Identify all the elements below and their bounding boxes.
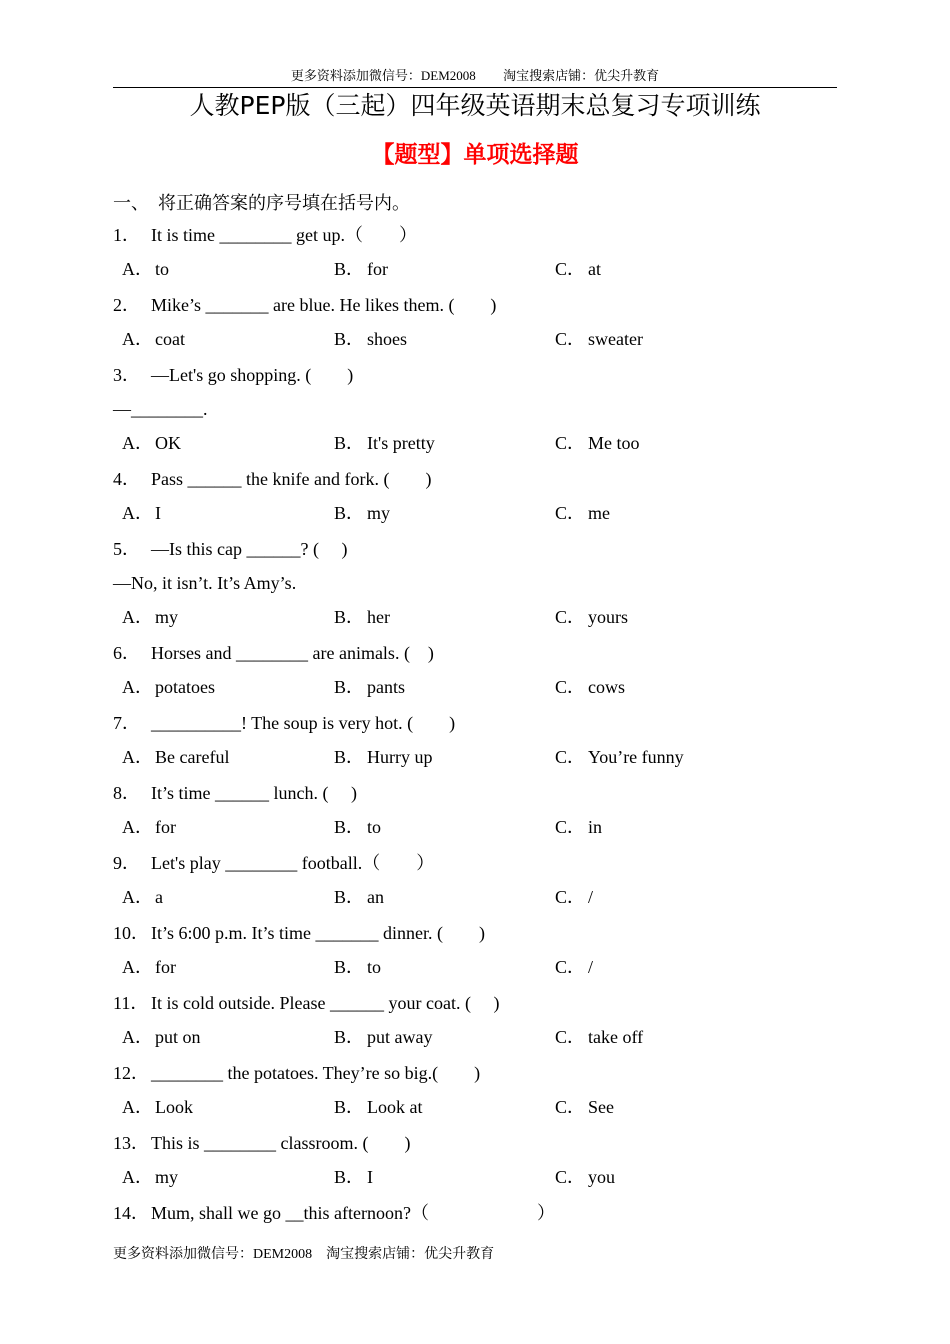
question-12-option-b xyxy=(334,1094,423,1120)
question-4 xyxy=(113,466,431,492)
question-6-option-a xyxy=(122,674,215,700)
option-letter: B． xyxy=(334,259,365,279)
option-letter: B． xyxy=(334,1027,365,1047)
question-8-option-a xyxy=(122,814,176,840)
question-4-option-b xyxy=(334,500,390,526)
option-text: Look xyxy=(155,1097,193,1117)
option-text: her xyxy=(367,607,390,627)
question-7-option-c xyxy=(555,744,684,770)
option-letter: C． xyxy=(555,747,586,767)
option-letter: C． xyxy=(555,1097,586,1117)
question-3-option-b xyxy=(334,430,435,456)
question-11-option-b xyxy=(334,1024,432,1050)
question-text: __________! The soup is very hot. ( ) xyxy=(151,713,456,733)
question-text: Mum, shall we go __this afternoon?（ ） xyxy=(151,1203,555,1223)
document-subtitle: 【题型】单项选择题 xyxy=(371,142,579,168)
option-letter: A． xyxy=(122,677,153,697)
question-5-option-c xyxy=(555,604,628,630)
page-header xyxy=(113,66,837,88)
option-letter: B． xyxy=(334,887,365,907)
question-12-option-c xyxy=(555,1094,614,1120)
option-letter: B． xyxy=(334,677,365,697)
option-text: put on xyxy=(155,1027,201,1047)
page-footer xyxy=(113,1244,508,1266)
option-letter: B． xyxy=(334,1167,365,1187)
option-letter: C． xyxy=(555,259,586,279)
question-text: It’s time ______ lunch. ( ) xyxy=(151,783,357,803)
option-letter: B． xyxy=(334,503,365,523)
option-letter: A． xyxy=(122,1027,153,1047)
section-heading: 一、 将正确答案的序号填在括号内。 xyxy=(113,193,410,213)
question-9-option-c xyxy=(555,884,593,910)
question-11-option-c xyxy=(555,1024,643,1050)
document-title: 人教PEP版（三起）四年级英语期末总复习专项训练 xyxy=(189,91,761,120)
option-text: / xyxy=(588,887,594,907)
question-10-option-b xyxy=(334,954,381,980)
question-12-option-a xyxy=(122,1094,193,1120)
option-text: coat xyxy=(155,329,185,349)
question-8 xyxy=(113,780,357,806)
question-8-option-b xyxy=(334,814,381,840)
option-text: shoes xyxy=(367,329,407,349)
question-8-option-c xyxy=(555,814,602,840)
option-letter: A． xyxy=(122,329,153,349)
option-letter: C． xyxy=(555,607,586,627)
question-11 xyxy=(113,990,499,1016)
question-9-option-a xyxy=(122,884,163,910)
question-number: 4． xyxy=(113,469,140,489)
option-letter: B． xyxy=(334,817,365,837)
option-text: my xyxy=(155,607,179,627)
option-letter: B． xyxy=(334,957,365,977)
question-text: —Let's go shopping. ( ) xyxy=(151,365,354,385)
option-text: in xyxy=(588,817,603,837)
option-letter: A． xyxy=(122,1167,153,1187)
question-6-option-b xyxy=(334,674,405,700)
option-text: You’re funny xyxy=(588,747,684,767)
option-text: I xyxy=(367,1167,373,1187)
option-text: for xyxy=(155,817,176,837)
question-7-option-a xyxy=(122,744,229,770)
question-number: 1． xyxy=(113,225,140,245)
question-number: 3． xyxy=(113,365,140,385)
question-number: 12． xyxy=(113,1063,149,1083)
option-text: It's pretty xyxy=(367,433,435,453)
question-2-option-b xyxy=(334,326,407,352)
option-letter: C． xyxy=(555,433,586,453)
option-text: pants xyxy=(367,677,405,697)
question-13 xyxy=(113,1130,410,1156)
question-10-option-c xyxy=(555,954,593,980)
option-letter: B． xyxy=(334,607,365,627)
option-letter: A． xyxy=(122,259,153,279)
question-text: It is time ________ get up.（ ） xyxy=(151,225,417,245)
question-7-option-b xyxy=(334,744,433,770)
option-text: Hurry up xyxy=(367,747,433,767)
question-2-option-a xyxy=(122,326,185,352)
question-number: 13． xyxy=(113,1133,149,1153)
option-letter: A． xyxy=(122,1097,153,1117)
question-3-option-a xyxy=(122,430,181,456)
question-number: 9． xyxy=(113,853,140,873)
option-text: OK xyxy=(155,433,181,453)
question-number: 11． xyxy=(113,993,149,1013)
option-text: you xyxy=(588,1167,615,1187)
question-10-option-a xyxy=(122,954,176,980)
question-2-option-c xyxy=(555,326,643,352)
option-letter: B． xyxy=(334,747,365,767)
header-wechat: 更多资料添加微信号：DEM2008 xyxy=(290,68,476,83)
option-text: my xyxy=(367,503,391,523)
question-12 xyxy=(113,1060,480,1086)
question-number: 2． xyxy=(113,295,140,315)
question-9-option-b xyxy=(334,884,384,910)
question-4-option-a xyxy=(122,500,161,526)
option-letter: C． xyxy=(555,957,586,977)
option-text: to xyxy=(155,259,170,279)
option-letter: C． xyxy=(555,329,586,349)
footer-wechat: 更多资料添加微信号：DEM2008 xyxy=(113,1247,313,1262)
option-text: to xyxy=(367,957,382,977)
option-text: I xyxy=(155,503,161,523)
option-letter: A． xyxy=(122,433,153,453)
option-text: Be careful xyxy=(155,747,230,767)
option-letter: C． xyxy=(555,1027,586,1047)
option-text: to xyxy=(367,817,382,837)
header-shop: 淘宝搜索店铺：优尖升教育 xyxy=(503,68,660,83)
question-7 xyxy=(113,710,455,736)
option-letter: B． xyxy=(334,433,365,453)
question-1 xyxy=(113,222,417,248)
option-text: me xyxy=(588,503,610,523)
question-number: 6． xyxy=(113,643,140,663)
option-text: a xyxy=(155,887,163,907)
question-text: Pass ______ the knife and fork. ( ) xyxy=(151,469,432,489)
question-6 xyxy=(113,640,434,666)
option-letter: A． xyxy=(122,817,153,837)
question-text: It’s 6:00 p.m. It’s time _______ dinner. ( ) xyxy=(151,923,485,943)
question-13-option-c xyxy=(555,1164,615,1190)
option-text: at xyxy=(588,259,601,279)
question-3-option-c xyxy=(555,430,640,456)
question-14 xyxy=(113,1200,555,1226)
question-text: It is cold outside. Please ______ your coat. ( ) xyxy=(151,993,500,1013)
option-letter: C． xyxy=(555,887,586,907)
question-5 xyxy=(113,536,347,562)
question-5-option-a xyxy=(122,604,178,630)
option-text: cows xyxy=(588,677,625,697)
option-text: potatoes xyxy=(155,677,215,697)
question-13-option-a xyxy=(122,1164,178,1190)
question-2 xyxy=(113,292,496,318)
question-number: 5． xyxy=(113,539,140,559)
option-letter: A． xyxy=(122,747,153,767)
option-letter: B． xyxy=(334,1097,365,1117)
question-5-dialogue: —No, it isn’t. It’s Amy’s. xyxy=(113,573,297,593)
question-text: ________ the potatoes. They’re so big.( ) xyxy=(151,1063,481,1083)
option-text: for xyxy=(155,957,176,977)
question-text: Let's play ________ football.（ ） xyxy=(151,853,435,873)
question-text: Mike’s _______ are blue. He likes them. ( ) xyxy=(151,295,497,315)
option-text: sweater xyxy=(588,329,643,349)
footer-shop: 淘宝搜索店铺：优尖升教育 xyxy=(326,1247,495,1262)
option-text: take off xyxy=(588,1027,644,1047)
question-11-option-a xyxy=(122,1024,201,1050)
option-letter: C． xyxy=(555,817,586,837)
question-5-option-b xyxy=(334,604,390,630)
question-13-option-b xyxy=(334,1164,373,1190)
option-text: Look at xyxy=(367,1097,423,1117)
option-text: yours xyxy=(588,607,628,627)
question-4-option-c xyxy=(555,500,610,526)
question-text: Horses and ________ are animals. ( ) xyxy=(151,643,434,663)
question-10 xyxy=(113,920,485,946)
option-text: Me too xyxy=(588,433,640,453)
option-text: put away xyxy=(367,1027,433,1047)
option-text: See xyxy=(588,1097,614,1117)
option-letter: A． xyxy=(122,607,153,627)
question-3 xyxy=(113,362,353,388)
question-number: 14． xyxy=(113,1203,149,1223)
option-letter: C． xyxy=(555,677,586,697)
option-text: my xyxy=(155,1167,179,1187)
question-number: 8． xyxy=(113,783,140,803)
option-letter: B． xyxy=(334,329,365,349)
option-text: an xyxy=(367,887,384,907)
question-1-option-c xyxy=(555,256,601,282)
question-text: This is ________ classroom. ( ) xyxy=(151,1133,411,1153)
option-text: for xyxy=(367,259,388,279)
option-letter: C． xyxy=(555,1167,586,1187)
question-9 xyxy=(113,850,434,876)
option-letter: A． xyxy=(122,957,153,977)
question-1-option-a xyxy=(122,256,169,282)
option-letter: A． xyxy=(122,887,153,907)
question-text: —Is this cap ______? ( ) xyxy=(151,539,348,559)
question-number: 7． xyxy=(113,713,140,733)
question-number: 10． xyxy=(113,923,149,943)
question-1-option-b xyxy=(334,256,388,282)
option-letter: A． xyxy=(122,503,153,523)
question-3-dialogue: —________. xyxy=(113,399,208,419)
option-text: / xyxy=(588,957,594,977)
option-letter: C． xyxy=(555,503,586,523)
question-6-option-c xyxy=(555,674,625,700)
